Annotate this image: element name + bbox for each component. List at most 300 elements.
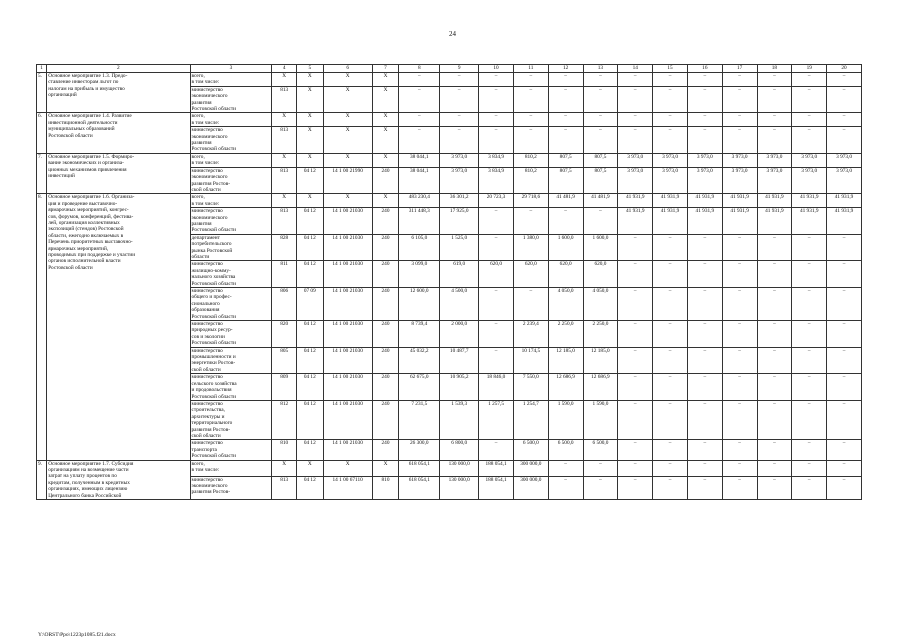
grbs-code-cell: 828 bbox=[272, 234, 297, 261]
section-code-cell: 04 12 bbox=[296, 374, 323, 401]
amount-cell: – bbox=[618, 127, 653, 154]
executor-cell: всего, в том числе: bbox=[190, 73, 272, 87]
amount-cell: 6 500,0 bbox=[513, 440, 548, 460]
amount-cell: – bbox=[722, 261, 757, 288]
amount-cell: – bbox=[548, 113, 583, 127]
column-number-row bbox=[37, 65, 862, 73]
amount-cell: 620,0 bbox=[548, 261, 583, 288]
amount-cell: – bbox=[479, 86, 514, 113]
target-article-cell: X bbox=[323, 73, 372, 87]
column-number-cell: 3 bbox=[190, 65, 272, 73]
amount-cell: – bbox=[479, 127, 514, 154]
amount-cell: – bbox=[687, 321, 722, 348]
grbs-code-cell: X bbox=[272, 460, 297, 476]
amount-cell: – bbox=[479, 234, 514, 261]
amount-cell: 3 973,0 bbox=[653, 153, 688, 167]
amount-cell: – bbox=[757, 347, 792, 374]
amount-cell: 1 525,0 bbox=[440, 234, 479, 261]
executor-cell: министерство природных ресур- сов и экологии Ростовской области bbox=[190, 321, 272, 348]
amount-cell: 300 000,0 bbox=[513, 460, 548, 476]
amount-cell: – bbox=[653, 127, 688, 154]
amount-cell: 10 905,2 bbox=[440, 374, 479, 401]
table-row bbox=[37, 73, 862, 87]
amount-cell: – bbox=[618, 476, 653, 499]
amount-cell: 2 000,0 bbox=[440, 321, 479, 348]
amount-cell: – bbox=[792, 288, 827, 321]
amount-cell: – bbox=[687, 234, 722, 261]
target-article-cell: X bbox=[323, 113, 372, 127]
amount-cell: 7 231,5 bbox=[399, 400, 440, 439]
amount-cell: 3 973,0 bbox=[687, 153, 722, 167]
amount-cell: 3 973,0 bbox=[722, 167, 757, 194]
amount-cell: 41 931,9 bbox=[722, 208, 757, 235]
target-article-cell: 14 1 00 21030 bbox=[323, 234, 372, 261]
column-number-cell: 18 bbox=[757, 65, 792, 73]
amount-cell: – bbox=[687, 86, 722, 113]
amount-cell: 10 487,7 bbox=[440, 347, 479, 374]
amount-cell: – bbox=[687, 460, 722, 476]
grbs-code-cell: 809 bbox=[272, 374, 297, 401]
amount-cell: – bbox=[399, 127, 440, 154]
amount-cell: – bbox=[827, 460, 862, 476]
section-code-cell: X bbox=[296, 73, 323, 87]
target-article-cell: X bbox=[323, 127, 372, 154]
amount-cell: 41 481,9 bbox=[548, 194, 583, 208]
column-number-cell: 11 bbox=[513, 65, 548, 73]
amount-cell: – bbox=[687, 288, 722, 321]
amount-cell: 38 044,1 bbox=[399, 153, 440, 167]
amount-cell: 41 931,9 bbox=[653, 194, 688, 208]
amount-cell: – bbox=[653, 86, 688, 113]
amount-cell: – bbox=[827, 113, 862, 127]
section-code-cell: X bbox=[296, 460, 323, 476]
target-article-cell: 14 1 00 21030 bbox=[323, 321, 372, 348]
amount-cell: – bbox=[618, 73, 653, 87]
grbs-code-cell: 811 bbox=[272, 261, 297, 288]
expense-type-cell: X bbox=[372, 127, 399, 154]
amount-cell: 620,0 bbox=[513, 261, 548, 288]
amount-cell: – bbox=[687, 73, 722, 87]
amount-cell: 3 973,0 bbox=[827, 153, 862, 167]
expense-type-cell: 240 bbox=[372, 400, 399, 439]
amount-cell: – bbox=[440, 127, 479, 154]
section-code-cell: 04 12 bbox=[296, 167, 323, 194]
amount-cell: – bbox=[722, 73, 757, 87]
amount-cell: 1 600,0 bbox=[548, 234, 583, 261]
expense-type-cell: 240 bbox=[372, 440, 399, 460]
amount-cell: 4 500,0 bbox=[440, 288, 479, 321]
amount-cell: – bbox=[722, 321, 757, 348]
expense-type-cell: 240 bbox=[372, 374, 399, 401]
amount-cell: 41 931,9 bbox=[687, 208, 722, 235]
budget-table bbox=[36, 64, 862, 500]
budget-table-sheet bbox=[36, 64, 862, 500]
amount-cell: 311 448,3 bbox=[399, 208, 440, 235]
expense-type-cell: 810 bbox=[372, 476, 399, 499]
section-code-cell: X bbox=[296, 86, 323, 113]
expense-type-cell: 240 bbox=[372, 234, 399, 261]
amount-cell: – bbox=[827, 86, 862, 113]
amount-cell: 6 800,0 bbox=[440, 440, 479, 460]
column-number-cell: 7 bbox=[372, 65, 399, 73]
target-article-cell: X bbox=[323, 194, 372, 208]
amount-cell: 41 931,9 bbox=[618, 194, 653, 208]
amount-cell: – bbox=[687, 347, 722, 374]
amount-cell: – bbox=[687, 374, 722, 401]
amount-cell: – bbox=[653, 113, 688, 127]
amount-cell: 3 973,0 bbox=[687, 167, 722, 194]
expense-type-cell: 240 bbox=[372, 288, 399, 321]
amount-cell: 41 931,9 bbox=[757, 208, 792, 235]
amount-cell: – bbox=[757, 234, 792, 261]
amount-cell: 3 973,0 bbox=[618, 167, 653, 194]
amount-cell: – bbox=[722, 288, 757, 321]
amount-cell: 12 185,0 bbox=[583, 347, 618, 374]
amount-cell: – bbox=[722, 374, 757, 401]
target-article-cell: 14 1 00 67110 bbox=[323, 476, 372, 499]
amount-cell: 62 675,0 bbox=[399, 374, 440, 401]
target-article-cell: X bbox=[323, 460, 372, 476]
amount-cell: – bbox=[722, 347, 757, 374]
table-row bbox=[37, 113, 862, 127]
amount-cell: 130 000,0 bbox=[440, 460, 479, 476]
grbs-code-cell: 813 bbox=[272, 476, 297, 499]
expense-type-cell: 240 bbox=[372, 167, 399, 194]
amount-cell: 1 590,0 bbox=[583, 400, 618, 439]
amount-cell: – bbox=[618, 400, 653, 439]
amount-cell: – bbox=[687, 127, 722, 154]
target-article-cell: X bbox=[323, 86, 372, 113]
amount-cell: – bbox=[722, 400, 757, 439]
amount-cell: – bbox=[548, 208, 583, 235]
grbs-code-cell: 812 bbox=[272, 400, 297, 439]
expense-type-cell: 240 bbox=[372, 321, 399, 348]
amount-cell: – bbox=[548, 476, 583, 499]
amount-cell: – bbox=[653, 347, 688, 374]
amount-cell: – bbox=[440, 73, 479, 87]
amount-cell: 41 931,9 bbox=[618, 208, 653, 235]
section-code-cell: 04 12 bbox=[296, 440, 323, 460]
amount-cell: – bbox=[583, 460, 618, 476]
amount-cell: – bbox=[757, 374, 792, 401]
amount-cell: – bbox=[792, 127, 827, 154]
amount-cell: – bbox=[513, 127, 548, 154]
column-number-cell: 8 bbox=[399, 65, 440, 73]
grbs-code-cell: 810 bbox=[272, 440, 297, 460]
amount-cell: – bbox=[618, 460, 653, 476]
table-row bbox=[37, 460, 862, 476]
target-article-cell: 14 1 00 21030 bbox=[323, 374, 372, 401]
amount-cell: 3 973,0 bbox=[757, 153, 792, 167]
section-code-cell: 04 12 bbox=[296, 476, 323, 499]
amount-cell: 6 500,0 bbox=[548, 440, 583, 460]
executor-cell: министерство транспорта Ростовской области bbox=[190, 440, 272, 460]
target-article-cell: 14 1 00 21030 bbox=[323, 288, 372, 321]
amount-cell: – bbox=[722, 127, 757, 154]
amount-cell: – bbox=[827, 321, 862, 348]
expense-type-cell: 240 bbox=[372, 208, 399, 235]
page-number: 24 bbox=[449, 30, 456, 38]
executor-cell: всего, в том числе: bbox=[190, 460, 272, 476]
amount-cell: – bbox=[479, 113, 514, 127]
row-number-cell: 8. bbox=[37, 194, 47, 460]
row-number-cell: 5. bbox=[37, 73, 47, 113]
amount-cell: – bbox=[618, 261, 653, 288]
amount-cell: 807,5 bbox=[583, 167, 618, 194]
grbs-code-cell: X bbox=[272, 194, 297, 208]
amount-cell: – bbox=[757, 86, 792, 113]
executor-cell: всего, в том числе: bbox=[190, 113, 272, 127]
target-article-cell: 14 1 00 21990 bbox=[323, 167, 372, 194]
section-code-cell: 04 12 bbox=[296, 321, 323, 348]
amount-cell: – bbox=[653, 288, 688, 321]
amount-cell: 483 230,4 bbox=[399, 194, 440, 208]
grbs-code-cell: X bbox=[272, 153, 297, 167]
amount-cell: – bbox=[479, 347, 514, 374]
amount-cell: – bbox=[757, 476, 792, 499]
amount-cell: – bbox=[827, 440, 862, 460]
amount-cell: – bbox=[548, 73, 583, 87]
amount-cell: 6 500,0 bbox=[583, 440, 618, 460]
amount-cell: 3 973,0 bbox=[618, 153, 653, 167]
target-article-cell: 14 1 00 21030 bbox=[323, 208, 372, 235]
amount-cell: – bbox=[792, 347, 827, 374]
amount-cell: – bbox=[687, 113, 722, 127]
amount-cell: – bbox=[687, 440, 722, 460]
amount-cell: – bbox=[583, 113, 618, 127]
amount-cell: – bbox=[757, 288, 792, 321]
amount-cell: – bbox=[687, 476, 722, 499]
amount-cell: 4 050,0 bbox=[548, 288, 583, 321]
amount-cell: 807,5 bbox=[548, 153, 583, 167]
amount-cell: 41 931,9 bbox=[653, 208, 688, 235]
amount-cell: 12 185,0 bbox=[548, 347, 583, 374]
executor-cell: министерство экономического развития Ростов- ской области bbox=[190, 167, 272, 194]
amount-cell: 2 250,0 bbox=[583, 321, 618, 348]
amount-cell: 188 054,1 bbox=[479, 476, 514, 499]
amount-cell: 130 000,0 bbox=[440, 476, 479, 499]
amount-cell: – bbox=[479, 288, 514, 321]
amount-cell: – bbox=[792, 73, 827, 87]
grbs-code-cell: 806 bbox=[272, 288, 297, 321]
executor-cell: департамент потребительского рынка Ростовской области bbox=[190, 234, 272, 261]
grbs-code-cell: 813 bbox=[272, 127, 297, 154]
amount-cell: 1 539,3 bbox=[440, 400, 479, 439]
amount-cell: 12 600,0 bbox=[399, 288, 440, 321]
amount-cell: – bbox=[548, 460, 583, 476]
amount-cell: – bbox=[792, 261, 827, 288]
amount-cell: – bbox=[722, 86, 757, 113]
section-code-cell: 04 12 bbox=[296, 208, 323, 235]
section-code-cell: 04 12 bbox=[296, 400, 323, 439]
executor-cell: министерство жилищно-комму- нального хозяйства Ростовской области bbox=[190, 261, 272, 288]
amount-cell: – bbox=[618, 86, 653, 113]
target-article-cell: 14 1 00 21030 bbox=[323, 440, 372, 460]
amount-cell: – bbox=[479, 73, 514, 87]
section-code-cell: 04 12 bbox=[296, 261, 323, 288]
amount-cell: – bbox=[399, 73, 440, 87]
grbs-code-cell: 813 bbox=[272, 86, 297, 113]
column-number-cell: 6 bbox=[323, 65, 372, 73]
amount-cell: – bbox=[440, 113, 479, 127]
amount-cell: – bbox=[792, 476, 827, 499]
amount-cell: 2 239,4 bbox=[513, 321, 548, 348]
amount-cell: 3 834,9 bbox=[479, 153, 514, 167]
expense-type-cell: 240 bbox=[372, 261, 399, 288]
amount-cell: – bbox=[653, 460, 688, 476]
amount-cell: 41 931,9 bbox=[757, 194, 792, 208]
column-number-cell: 17 bbox=[722, 65, 757, 73]
executor-cell: министерство общего и профес- сионального образования Ростовской области bbox=[190, 288, 272, 321]
amount-cell: – bbox=[757, 440, 792, 460]
column-number-cell: 4 bbox=[272, 65, 297, 73]
executor-cell: всего, в том числе: bbox=[190, 153, 272, 167]
amount-cell: – bbox=[827, 73, 862, 87]
amount-cell: 1 254,7 bbox=[513, 400, 548, 439]
expense-type-cell: X bbox=[372, 460, 399, 476]
amount-cell: – bbox=[757, 261, 792, 288]
amount-cell: 3 099,0 bbox=[399, 261, 440, 288]
grbs-code-cell: 820 bbox=[272, 321, 297, 348]
amount-cell: – bbox=[722, 476, 757, 499]
amount-cell: – bbox=[827, 476, 862, 499]
amount-cell: 41 931,9 bbox=[792, 208, 827, 235]
amount-cell: – bbox=[792, 460, 827, 476]
amount-cell: – bbox=[583, 127, 618, 154]
amount-cell: 10 174,5 bbox=[513, 347, 548, 374]
amount-cell: – bbox=[399, 86, 440, 113]
amount-cell: 1 257,5 bbox=[479, 400, 514, 439]
amount-cell: 810,2 bbox=[513, 153, 548, 167]
column-number-cell: 12 bbox=[548, 65, 583, 73]
amount-cell: – bbox=[583, 86, 618, 113]
table-row bbox=[37, 194, 862, 208]
column-number-cell: 20 bbox=[827, 65, 862, 73]
amount-cell: – bbox=[722, 460, 757, 476]
amount-cell: – bbox=[827, 288, 862, 321]
executor-cell: министерство экономического развития Ростовской области bbox=[190, 208, 272, 235]
amount-cell: 7 550,0 bbox=[513, 374, 548, 401]
amount-cell: – bbox=[827, 261, 862, 288]
amount-cell: 41 931,9 bbox=[827, 194, 862, 208]
amount-cell: 618 054,1 bbox=[399, 460, 440, 476]
amount-cell: – bbox=[792, 400, 827, 439]
amount-cell: – bbox=[792, 113, 827, 127]
target-article-cell: 14 1 00 21030 bbox=[323, 400, 372, 439]
amount-cell: – bbox=[722, 234, 757, 261]
amount-cell: – bbox=[792, 234, 827, 261]
amount-cell: – bbox=[792, 374, 827, 401]
amount-cell: – bbox=[757, 400, 792, 439]
amount-cell: 41 931,9 bbox=[827, 208, 862, 235]
amount-cell: – bbox=[792, 321, 827, 348]
executor-cell: министерство строительства, архитектуры и территориального развития Ростов- ской области bbox=[190, 400, 272, 439]
target-article-cell: 14 1 00 21030 bbox=[323, 261, 372, 288]
amount-cell: – bbox=[513, 86, 548, 113]
amount-cell: – bbox=[757, 113, 792, 127]
amount-cell: 12 686,9 bbox=[548, 374, 583, 401]
executor-cell: министерство экономического развития Ростов- bbox=[190, 476, 272, 499]
grbs-code-cell: X bbox=[272, 73, 297, 87]
column-number-cell: 15 bbox=[653, 65, 688, 73]
expense-type-cell: X bbox=[372, 153, 399, 167]
column-number-cell: 1 bbox=[37, 65, 47, 73]
amount-cell: – bbox=[653, 73, 688, 87]
section-code-cell: 04 12 bbox=[296, 347, 323, 374]
amount-cell: – bbox=[618, 113, 653, 127]
grbs-code-cell: 805 bbox=[272, 347, 297, 374]
target-article-cell: X bbox=[323, 153, 372, 167]
amount-cell: 620,0 bbox=[479, 261, 514, 288]
amount-cell: 36 301,2 bbox=[440, 194, 479, 208]
amount-cell: 8 739,4 bbox=[399, 321, 440, 348]
grbs-code-cell: 813 bbox=[272, 167, 297, 194]
section-code-cell: 07 09 bbox=[296, 288, 323, 321]
amount-cell: – bbox=[653, 261, 688, 288]
amount-cell: – bbox=[618, 440, 653, 460]
grbs-code-cell: 813 bbox=[272, 208, 297, 235]
amount-cell: – bbox=[757, 321, 792, 348]
amount-cell: – bbox=[479, 321, 514, 348]
amount-cell: – bbox=[722, 113, 757, 127]
row-number-cell: 6. bbox=[37, 113, 47, 153]
activity-title-cell: Основное мероприятие 1.5. Формиро- вание экономических и организа- ционных механизмов привлечения инвестиций bbox=[47, 153, 190, 193]
amount-cell: – bbox=[618, 234, 653, 261]
expense-type-cell: X bbox=[372, 113, 399, 127]
amount-cell: 1 600,0 bbox=[583, 234, 618, 261]
amount-cell: – bbox=[757, 460, 792, 476]
expense-type-cell: 240 bbox=[372, 347, 399, 374]
amount-cell: 3 973,0 bbox=[440, 167, 479, 194]
executor-cell: министерство экономического развития Ростовской области bbox=[190, 127, 272, 154]
section-code-cell: X bbox=[296, 113, 323, 127]
column-number-cell: 9 bbox=[440, 65, 479, 73]
amount-cell: 807,5 bbox=[583, 153, 618, 167]
amount-cell: – bbox=[827, 400, 862, 439]
activity-title-cell: Основное мероприятие 1.3. Предо- ставление инвесторам льгот по налогам на прибыль и имущество организаций bbox=[47, 73, 190, 113]
column-number-cell: 10 bbox=[479, 65, 514, 73]
amount-cell: 3 973,0 bbox=[440, 153, 479, 167]
column-number-cell: 5 bbox=[296, 65, 323, 73]
amount-cell: – bbox=[653, 234, 688, 261]
column-number-cell: 13 bbox=[583, 65, 618, 73]
amount-cell: – bbox=[653, 476, 688, 499]
section-code-cell: X bbox=[296, 194, 323, 208]
amount-cell: – bbox=[548, 127, 583, 154]
amount-cell: 3 973,0 bbox=[792, 167, 827, 194]
amount-cell: – bbox=[827, 234, 862, 261]
column-number-cell: 2 bbox=[47, 65, 190, 73]
amount-cell: 618 054,1 bbox=[399, 476, 440, 499]
amount-cell: – bbox=[792, 86, 827, 113]
amount-cell: 29 718,6 bbox=[513, 194, 548, 208]
amount-cell: – bbox=[722, 440, 757, 460]
activity-title-cell: Основное мероприятие 1.4. Развитие инвестиционной деятельности муниципальных образований Ростовской области bbox=[47, 113, 190, 153]
expense-type-cell: X bbox=[372, 86, 399, 113]
executor-cell: министерство промышленности и энергетики Ростов- ской области bbox=[190, 347, 272, 374]
amount-cell: – bbox=[827, 374, 862, 401]
amount-cell: – bbox=[653, 400, 688, 439]
amount-cell: – bbox=[687, 261, 722, 288]
amount-cell: – bbox=[757, 127, 792, 154]
amount-cell: 3 973,0 bbox=[653, 167, 688, 194]
amount-cell: – bbox=[618, 321, 653, 348]
section-code-cell: X bbox=[296, 127, 323, 154]
amount-cell: – bbox=[513, 113, 548, 127]
amount-cell: – bbox=[513, 288, 548, 321]
amount-cell: 300 000,0 bbox=[513, 476, 548, 499]
amount-cell: 3 834,9 bbox=[479, 167, 514, 194]
